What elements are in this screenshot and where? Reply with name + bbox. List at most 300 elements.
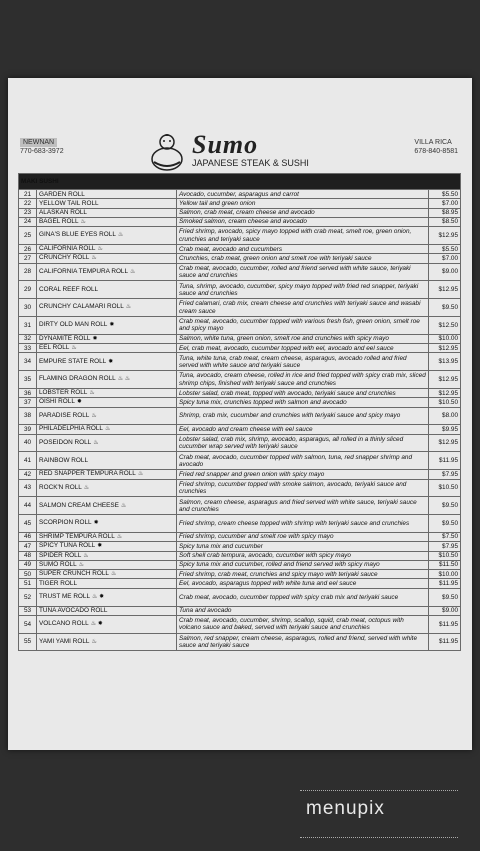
item-description-text: Crab meat, avocado and cucumbers	[179, 245, 283, 253]
item-name-text: SCORPION ROLL	[39, 519, 92, 527]
menu-row	[19, 452, 461, 470]
item-number-text: 54	[23, 620, 32, 628]
item-description	[177, 588, 429, 606]
item-description-text: Lobster salad, crab meat, topped with avocado, teriyaki sauce and crunchies	[179, 389, 396, 397]
menu-row	[19, 299, 461, 317]
item-number-text: 53	[23, 607, 32, 615]
item-description	[177, 479, 429, 497]
item-price-text: $11.50	[438, 561, 459, 569]
item-price	[429, 263, 461, 281]
item-number	[19, 398, 37, 407]
item-price	[429, 388, 461, 397]
item-number-text: 55	[23, 638, 32, 646]
item-price-text: $9.50	[442, 303, 459, 311]
villa-rica-label: VILLA RICA	[414, 139, 452, 146]
item-number	[19, 334, 37, 343]
item-name	[37, 199, 177, 208]
menu-row	[19, 633, 461, 651]
item-badge-icon: ♨	[116, 533, 123, 540]
item-name	[37, 334, 177, 343]
item-description	[177, 344, 429, 353]
menu-row	[19, 244, 461, 253]
item-price	[429, 588, 461, 606]
menu-row	[19, 570, 461, 579]
item-badge-icon: ♨	[91, 638, 97, 645]
item-price-text: $10.50	[438, 484, 459, 492]
item-name	[37, 281, 177, 299]
menu-row	[19, 615, 461, 633]
item-price-text: $5.50	[442, 190, 459, 198]
item-number-text: 47	[23, 542, 32, 550]
item-description	[177, 532, 429, 541]
item-description	[177, 633, 429, 651]
item-price-text: $5.50	[442, 245, 459, 253]
item-number-text: 46	[23, 533, 32, 541]
menu-row	[19, 398, 461, 407]
item-number-text: 39	[23, 425, 32, 433]
item-badge-icon: ♨	[83, 552, 89, 559]
item-name-text: GARDEN ROLL	[39, 190, 85, 198]
item-price-text: $12.95	[438, 231, 459, 239]
item-name-text: TIGER ROLL	[39, 579, 77, 587]
item-badge-icon: ♨ ♨	[117, 376, 131, 383]
item-number-text: 25	[23, 231, 32, 239]
villa-rica-phone: 678-840-8581	[414, 148, 458, 155]
item-price-text: $10.50	[438, 552, 459, 560]
item-description	[177, 407, 429, 425]
item-name-text: TRUST ME ROLL	[39, 593, 91, 600]
item-price	[429, 199, 461, 208]
item-name-text: EEL ROLL	[39, 344, 70, 352]
menu-row	[19, 263, 461, 281]
item-name	[37, 190, 177, 199]
item-number	[19, 217, 37, 226]
menu-row	[19, 560, 461, 569]
item-description-text: Salmon, crab meat, cream cheese and avocado	[179, 209, 315, 217]
item-name-text: CALIFORNIA TEMPURA ROLL	[39, 267, 129, 275]
item-number-text: 28	[23, 268, 32, 276]
item-description	[177, 217, 429, 226]
item-description-text: Eel, avocado, asparagus topped with white tuna and eel sauce	[179, 579, 357, 587]
item-name-text: YAMI YAMI ROLL	[39, 637, 90, 645]
item-number	[19, 532, 37, 541]
item-name-text: CALIFORNIA ROLL	[39, 245, 96, 253]
item-number-text: 34	[23, 358, 32, 366]
item-description	[177, 452, 429, 470]
item-number-text: 33	[23, 344, 32, 352]
menu-row	[19, 425, 461, 434]
item-description-text: Eel, crab meat, avocado, cucumber topped with eel, avocado and eel sauce	[179, 344, 394, 352]
item-badge-icon: ♨	[93, 439, 99, 446]
item-name-text: ALASKAN ROLL	[39, 209, 87, 217]
item-name-text: RAINBOW ROLL	[39, 457, 89, 465]
item-name	[37, 551, 177, 560]
item-description-text: Soft shell crab tempura, avocado, cucumber with spicy mayo	[179, 552, 351, 560]
item-badge-icon: ♨	[120, 502, 127, 509]
item-name-text: LOBSTER ROLL	[39, 389, 88, 396]
item-description-text: Tuna and avocado	[179, 607, 232, 615]
item-description	[177, 497, 429, 515]
item-name-text: SPIDER ROLL	[39, 551, 82, 559]
menu-row	[19, 515, 461, 533]
item-price	[429, 551, 461, 560]
item-number	[19, 479, 37, 497]
menu-row	[19, 227, 461, 245]
item-number-text: 50	[23, 570, 32, 578]
item-name	[37, 579, 177, 588]
item-name-text: FLAMING DRAGON ROLL	[39, 375, 116, 383]
item-price-text: $12.95	[438, 439, 459, 447]
item-price	[429, 217, 461, 226]
item-name	[37, 344, 177, 353]
item-name	[37, 470, 177, 479]
item-price	[429, 560, 461, 569]
item-description-text: Fried shrimp, cucumber and smelt roe with spicy mayo	[179, 533, 334, 541]
item-price-text: $7.00	[442, 254, 459, 262]
item-name	[37, 407, 177, 425]
item-name	[37, 208, 177, 217]
item-name-text: RED SNAPPER TEMPURA ROLL	[39, 470, 136, 478]
item-name	[37, 371, 177, 389]
item-name	[37, 353, 177, 371]
item-price-text: $8.95	[442, 209, 459, 217]
item-badge-icon: ♨	[130, 268, 136, 275]
item-description	[177, 227, 429, 245]
brand-name: Sumo	[192, 130, 259, 159]
item-number	[19, 371, 37, 389]
menu-row	[19, 470, 461, 479]
item-name	[37, 299, 177, 317]
item-description	[177, 371, 429, 389]
item-price-text: $12.95	[438, 344, 459, 352]
item-name-text: BAGEL ROLL	[39, 217, 79, 225]
item-price	[429, 316, 461, 334]
item-description	[177, 470, 429, 479]
brand-subtitle: JAPANESE STEAK & SUSHI	[192, 158, 309, 168]
item-number-text: 43	[23, 484, 32, 492]
item-name-text: ROCK'N ROLL	[39, 483, 82, 491]
item-name	[37, 254, 177, 263]
item-description-text: Tuna, avocado, cream cheese, rolled in rice and fried topped with spicy crab mix, sliced shrimp chips, finished with teriyaki sauce and crunchies	[179, 372, 426, 387]
item-badge-icon: ✸	[109, 322, 115, 329]
item-number	[19, 606, 37, 615]
item-name-text: DYNAMITE ROLL	[39, 334, 91, 342]
item-price-text: $7.50	[442, 533, 459, 541]
item-price-text: $9.50	[442, 519, 459, 527]
item-badge-icon: ♨	[78, 561, 85, 568]
item-price-text: $11.95	[438, 579, 459, 587]
item-description	[177, 434, 429, 452]
item-description-text: Fried shrimp, cucumber topped with smoke salmon, avocado, teriyaki sauce and crunchies	[179, 480, 407, 495]
item-number-text: 44	[23, 502, 32, 510]
item-name-text: PHILADELPHIA ROLL	[39, 425, 103, 433]
item-number-text: 49	[23, 561, 32, 569]
item-number	[19, 425, 37, 434]
item-name	[37, 452, 177, 470]
item-description-text: Avocado, cucumber, asparagus and carrot	[179, 190, 299, 198]
item-description-text: Spicy tuna mix, crunchies topped with salmon and avocado	[179, 398, 347, 406]
menupix-watermark	[300, 790, 460, 840]
item-price	[429, 470, 461, 479]
item-badge-icon: ✸	[93, 520, 99, 527]
item-price-text: $9.95	[442, 425, 459, 433]
item-number	[19, 208, 37, 217]
item-description	[177, 515, 429, 533]
item-name	[37, 615, 177, 633]
item-name-text: EMPURE STATE ROLL	[39, 357, 107, 365]
item-description	[177, 551, 429, 560]
item-number-text: 27	[23, 254, 32, 262]
item-description-text: Smoked salmon, cream cheese and avocado	[179, 218, 307, 226]
item-number-text: 23	[23, 209, 32, 217]
item-name-text: OISHI ROLL	[39, 398, 75, 406]
item-number	[19, 244, 37, 253]
item-description-text: Shrimp, crab mix, cucumber and crunchies with teriyaki sauce and spicy mayo	[179, 412, 401, 420]
villa-rica-location	[414, 138, 458, 156]
item-number-text: 26	[23, 245, 32, 253]
menu-row	[19, 208, 461, 217]
item-description	[177, 570, 429, 579]
item-badge-icon: ✸	[92, 335, 98, 342]
item-number	[19, 560, 37, 569]
item-description	[177, 299, 429, 317]
item-description-text: Crab meat, avocado, cucumber topped with spicy crab mix and teriyaki sauce	[179, 593, 399, 601]
menu-row	[19, 334, 461, 343]
item-price	[429, 190, 461, 199]
item-name	[37, 244, 177, 253]
item-number	[19, 263, 37, 281]
menu-row	[19, 407, 461, 425]
newnan-location	[20, 138, 64, 156]
item-number	[19, 579, 37, 588]
item-price	[429, 299, 461, 317]
item-description-text: Spicy tuna mix and cucumber, rolled and friend served with spicy mayo	[179, 561, 380, 569]
item-description-text: Yellow tail and green onion	[179, 199, 256, 207]
item-badge-icon: ✸	[108, 358, 114, 365]
item-price	[429, 281, 461, 299]
item-number-text: 24	[23, 218, 32, 226]
item-description-text: Tuna, shrimp, avocado, cucumber, spicy mayo topped with fried red snapper, teriyaki sauce and crunchies	[179, 282, 419, 297]
item-description	[177, 425, 429, 434]
item-description-text: Salmon, red snapper, cream cheese, asparagus, rolled and friend, served with white sauce and teriyaki sauce	[179, 634, 418, 649]
item-number-text: 45	[23, 519, 32, 527]
item-description	[177, 606, 429, 615]
item-description	[177, 316, 429, 334]
menu-row	[19, 579, 461, 588]
menu-row	[19, 542, 461, 551]
item-name-text: POSEIDON ROLL	[39, 438, 92, 446]
menu-row	[19, 371, 461, 389]
item-description	[177, 190, 429, 199]
item-number-text: 31	[23, 321, 32, 329]
item-price	[429, 344, 461, 353]
item-price-text: $10.00	[438, 335, 459, 343]
menu-row	[19, 254, 461, 263]
item-name	[37, 217, 177, 226]
item-number	[19, 353, 37, 371]
menu-row	[19, 281, 461, 299]
item-name-text: SHRIMP TEMPURA ROLL	[39, 532, 115, 540]
item-name-text: YELLOW TAIL ROLL	[39, 199, 99, 207]
item-name-text: CRUNCHY ROLL	[39, 254, 90, 262]
item-number	[19, 551, 37, 560]
item-name-text: SPICY TUNA ROLL	[39, 542, 96, 550]
item-badge-icon: ♨	[89, 390, 95, 396]
item-name	[37, 560, 177, 569]
item-number-text: 52	[23, 593, 32, 601]
item-name	[37, 398, 177, 407]
item-number	[19, 388, 37, 397]
item-description-text: Crab meat, avocado, cucumber topped with salmon, tuna, red snapper shrimp and avocado	[179, 453, 413, 468]
item-description	[177, 263, 429, 281]
item-name-text: SUPER CRUNCH ROLL	[39, 570, 109, 578]
item-description	[177, 199, 429, 208]
item-number-text: 42	[23, 470, 32, 478]
item-price	[429, 353, 461, 371]
item-name	[37, 479, 177, 497]
item-price	[429, 515, 461, 533]
menu-row	[19, 199, 461, 208]
item-number	[19, 344, 37, 353]
item-description	[177, 542, 429, 551]
item-badge-icon: ♨	[91, 255, 97, 262]
item-number-text: 22	[23, 199, 32, 207]
item-number-text: 21	[23, 190, 32, 198]
item-name-text: TUNA AVOCADO ROLL	[39, 607, 108, 615]
item-price	[429, 606, 461, 615]
item-number-text: 38	[23, 412, 32, 420]
item-number-text: 29	[23, 286, 32, 294]
item-name-text: VOLCANO ROLL	[39, 620, 89, 628]
item-description	[177, 615, 429, 633]
item-name	[37, 542, 177, 551]
item-number-text: 41	[23, 457, 32, 465]
menu-row	[19, 606, 461, 615]
item-number-text: 32	[23, 335, 32, 343]
item-price-text: $12.95	[438, 389, 459, 397]
item-description-text: Crab meat, avocado, cucumber topped with various fresh fish, green onion, smelt roe and spicy mayo	[179, 318, 420, 333]
item-price	[429, 334, 461, 343]
item-name-text: CORAL REEF ROLL	[39, 286, 99, 294]
menu-row	[19, 190, 461, 199]
item-description-text: Crab meat, avocado, cucumber, rolled and friend served with white sauce, teriyaki sauce and crunchies	[179, 264, 411, 279]
newnan-label: NEWNAN	[20, 138, 57, 147]
item-name	[37, 633, 177, 651]
menu-row	[19, 388, 461, 397]
item-price-text: $7.00	[442, 199, 459, 207]
item-name	[37, 316, 177, 334]
item-name-text: GINA'S BLUE EYES ROLL	[39, 231, 116, 239]
menu-row	[19, 479, 461, 497]
item-price-text: $8.50	[442, 218, 459, 226]
item-description-text: Fried shrimp, avocado, spicy mayo topped with crab meat, smelt roe, green onion, crunchies and teriyaki sauce	[179, 228, 412, 243]
item-price-text: $10.50	[438, 398, 459, 406]
item-description	[177, 579, 429, 588]
item-price-text: $11.95	[438, 620, 459, 628]
item-number	[19, 281, 37, 299]
item-name-text: DIRTY OLD MAN ROLL	[39, 321, 108, 329]
menu-row	[19, 353, 461, 371]
item-number	[19, 633, 37, 651]
item-number-text: 30	[23, 303, 32, 311]
item-price-text: $9.00	[442, 607, 459, 615]
menu-row	[19, 532, 461, 541]
item-description-text: Fried shrimp, cream cheese topped with shrimp with teriyaki sauce and crunchies	[179, 519, 410, 527]
menu-row	[19, 551, 461, 560]
item-number	[19, 254, 37, 263]
item-number	[19, 542, 37, 551]
item-number	[19, 190, 37, 199]
item-price-text: $9.00	[442, 268, 459, 276]
sumo-wrestler-icon	[146, 132, 188, 172]
item-name	[37, 588, 177, 606]
item-name	[37, 434, 177, 452]
item-description	[177, 254, 429, 263]
item-description	[177, 560, 429, 569]
item-badge-icon: ♨	[117, 232, 124, 239]
item-description-text: Fried calamari, crab mix, cream cheese and crunchies with teriyaki sauce and wasabi cream sauce	[179, 300, 421, 315]
item-price	[429, 497, 461, 515]
item-price	[429, 633, 461, 651]
item-number	[19, 199, 37, 208]
item-price	[429, 398, 461, 407]
item-name	[37, 606, 177, 615]
item-badge-icon: ♨	[80, 218, 86, 225]
item-description-text: Lobster salad, crab mix, shrimp, avocado, asparagus, all rolled in a thinly sliced cucumber wrap served with teriyaki sauce	[179, 435, 404, 451]
item-price	[429, 425, 461, 434]
item-number-text: 35	[23, 375, 32, 383]
newnan-phone: 770-683-3972	[20, 148, 64, 155]
menu-row	[19, 316, 461, 334]
item-price	[429, 532, 461, 541]
item-price	[429, 542, 461, 551]
item-description	[177, 353, 429, 371]
item-number	[19, 497, 37, 515]
item-name-text: PARADISE ROLL	[39, 411, 90, 419]
item-number-text: 48	[23, 552, 32, 560]
item-price	[429, 407, 461, 425]
item-price	[429, 452, 461, 470]
item-badge-icon: ♨	[71, 345, 77, 352]
item-number	[19, 316, 37, 334]
item-badge-icon: ♨ ✸	[92, 594, 105, 600]
item-description	[177, 388, 429, 397]
item-price	[429, 579, 461, 588]
item-name	[37, 497, 177, 515]
item-description	[177, 244, 429, 253]
item-number	[19, 588, 37, 606]
item-price-text: $7.95	[442, 470, 459, 478]
item-number	[19, 407, 37, 425]
item-badge-icon: ✸	[76, 399, 82, 406]
item-badge-icon: ♨ ✸	[90, 621, 103, 628]
item-name-text: SUMO ROLL	[39, 560, 77, 568]
item-name	[37, 263, 177, 281]
item-badge-icon: ♨	[125, 304, 132, 311]
item-name	[37, 425, 177, 434]
item-name	[37, 532, 177, 541]
item-price-text: $9.50	[442, 593, 459, 601]
item-price	[429, 434, 461, 452]
item-description-text: Fried red snapper and green onion with spicy mayo	[179, 470, 325, 478]
item-description	[177, 334, 429, 343]
item-price-text: $12.95	[438, 375, 459, 383]
item-number	[19, 299, 37, 317]
item-name-text: CRUNCHY CALAMARI ROLL	[39, 303, 124, 311]
menu-row	[19, 217, 461, 226]
item-price-text: $12.95	[438, 286, 459, 294]
menu-row	[19, 588, 461, 606]
